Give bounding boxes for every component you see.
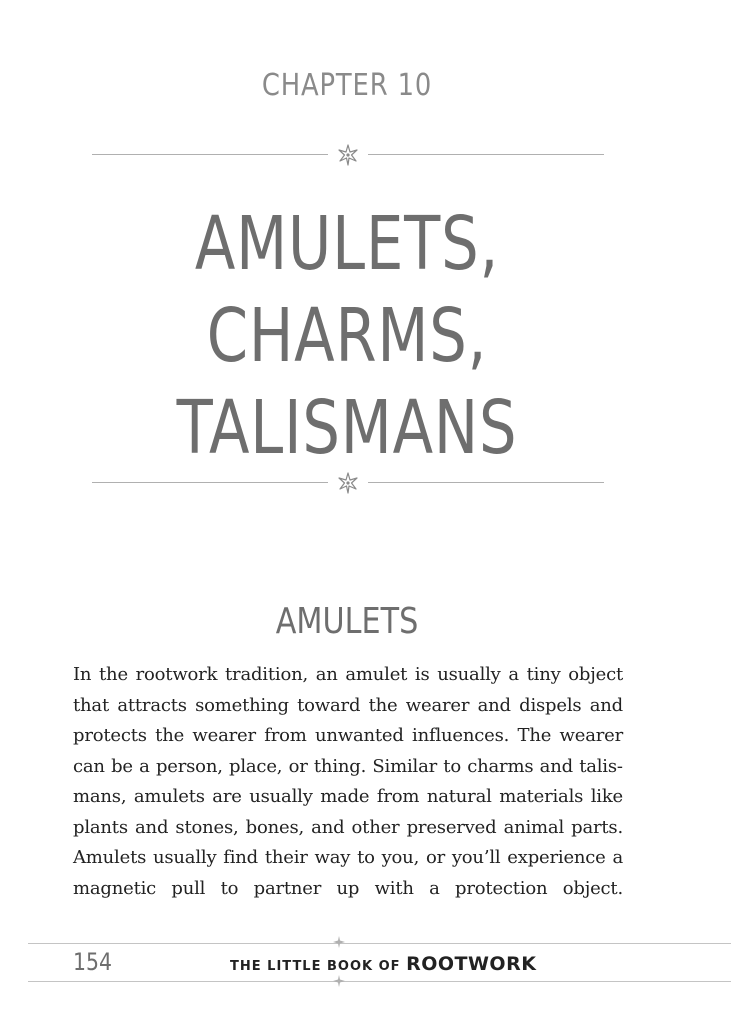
bottom-divider bbox=[92, 471, 604, 495]
small-star-icon bbox=[333, 975, 345, 987]
divider-rule-right bbox=[368, 482, 604, 483]
running-head-prefix: THE LITTLE BOOK OF bbox=[230, 959, 407, 974]
chapter-title-line: TALISMANS bbox=[176, 385, 518, 471]
divider-rule-left bbox=[92, 482, 328, 483]
chapter-label: CHAPTER 10 bbox=[261, 68, 433, 103]
chapter-title bbox=[0, 198, 694, 474]
top-divider bbox=[92, 143, 604, 167]
star-flower-icon bbox=[336, 471, 360, 495]
running-head-book-word: ROOTWORK bbox=[406, 953, 537, 975]
page-number: 154 bbox=[73, 948, 112, 976]
body-paragraph: In the rootwork tradition, an amulet is usually a tiny object that attracts something toward the wearer and dispels and protects the wearer from unwanted influences. The wearer can be a person, place, or thing. Similar to charms and talismans, amulets are usually made from natural materials like plants and stones, bones, and other preserved animal parts. Amulets usually find their way to you, or you’ll experience a magnetic pull to partner up with a protection object. bbox=[73, 664, 623, 899]
star-flower-icon bbox=[336, 143, 360, 167]
divider-rule-right bbox=[368, 154, 604, 155]
footer-rule-top bbox=[28, 943, 731, 944]
divider-rule-left bbox=[92, 154, 328, 155]
chapter-title-line: AMULETS, bbox=[194, 201, 500, 287]
footer-rule-bottom bbox=[28, 981, 731, 982]
section-heading: AMULETS bbox=[275, 601, 419, 642]
small-star-icon bbox=[333, 936, 345, 948]
running-head bbox=[230, 953, 537, 975]
chapter-title-line: CHARMS, bbox=[206, 293, 488, 379]
